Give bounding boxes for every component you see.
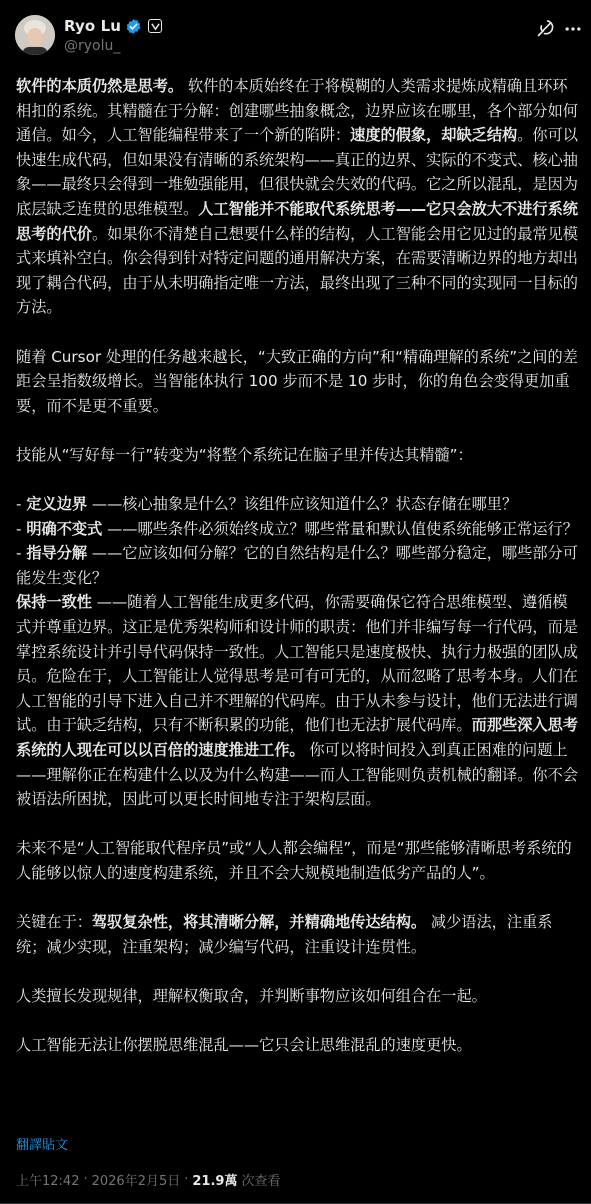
list-prefix: - [16, 544, 27, 563]
separator: · [83, 1172, 88, 1187]
display-name[interactable]: Ryo Lu [64, 17, 122, 35]
bold-text: 速度的假象，却缺乏结构 [350, 126, 518, 145]
grok-icon[interactable] [536, 18, 556, 38]
more-options-icon[interactable] [563, 19, 583, 39]
paragraph-3: 技能从“写好每一行”转变为“将整个系统记在脑子里并传达其精髓”： [16, 445, 473, 464]
paragraph-2: 随着 Cursor 处理的任务越来越长，“大致正确的方向”和“精确理解的系统”之间的差距会呈指数级增长。当智能体执行 100 步而不是 10 步时，你的角色会变得更加重要，而不是更不重要。 [16, 347, 578, 415]
post-meta [16, 1170, 280, 1189]
body-text: 软件的本质始终在于将模糊的人类需求提炼成精确且环环相扣的系统。其精髓在于分解：创建哪些抽象概念，边界应该在哪里，各个部分如何通信。如今，人工智能编程带来了一个新的陷阱： [16, 77, 578, 145]
body-text: 减少语法，注重系统；减少实现，注重架构；减少编写代码，注重设计连贯性。 [16, 913, 553, 956]
post-date[interactable]: 2026年2月5日 [91, 1174, 181, 1189]
bold-text: 保持一致性 [16, 593, 92, 612]
paragraph-6 [16, 910, 582, 959]
body-text: 。你可以快速生成代码，但如果没有清晰的系统架构——真正的边界、实际的不变式、核心抽象——最终只会得到一堆勉强能用，但很快就会失效的代码。它之所以混乱，是因为底层缺乏连贯的思维模型。 [16, 126, 578, 218]
body-text: 。如果你不清楚自己想要什么样的结构，人工智能会用它见过的最常见模式来填补空白。你会得到针对特定问题的通用解决方案，在需要清晰边界的地方却出现了耦合代码，由于从未明确指定唯一方法，最终出现了三种不同的实现同一目标的方法。 [16, 224, 578, 317]
list-prefix: - [16, 519, 27, 538]
bold-text: 人工智能并不能取代系统思考——它只会放大不进行系统思考的代价 [16, 199, 578, 243]
list-item [16, 492, 582, 517]
list-text: ——它应该如何分解？它的自然结构是什么？哪些部分稳定，哪些部分可能发生变化？ [16, 544, 578, 587]
separator: · [184, 1172, 189, 1187]
bold-text: 而那些深入思考系统的人现在可以以百倍的速度推进工作。 [16, 716, 578, 760]
avatar[interactable] [15, 15, 55, 55]
list-text: ——哪些条件必须始终成立？哪些常量和默认值使系统能够正常运行？ [102, 519, 578, 538]
affiliate-badge-icon[interactable] [148, 19, 162, 33]
paragraph-4 [16, 590, 582, 811]
list-item [16, 541, 582, 590]
list-term: 明确不变式 [26, 519, 103, 538]
view-count-label: 次查看 [241, 1174, 281, 1189]
bold-text: 驾驭复杂性，将其清晰分解，并精确地传达结构。 [91, 913, 427, 932]
body-text: ——随着人工智能生成更多代码，你需要确保它符合思维模型、遵循模式并尊重边界。这正是优秀架构师和设计师的职责：他们并非编写每一行代码，而是掌控系统设计并引导代码保持一致性。人工智能只是速度极快、执行力极强的团队成员。危险在于，人工智能让人觉得思考是可有可无的，从而忽略了思考本身。人们在人工智能的引导下进入自己并不理解的代码库。由于从未参与设计，他们无法进行调试。由于缺乏结构，只有不断积累的功能，他们也无法扩展代码库。 [16, 593, 578, 735]
paragraph-1 [16, 74, 582, 320]
post-header [0, 0, 591, 72]
paragraph-5: 未来不是“人工智能取代程序员”或“人人都会编程”，而是“那些能够清晰思考系统的人能够以惊人的速度构建系统，并且不会大规模地制造低劣产品的人”。 [16, 839, 572, 882]
author-name-row [64, 17, 162, 35]
author-handle[interactable]: @ryolu_ [64, 38, 121, 54]
list-term: 指导分解 [26, 544, 88, 563]
translate-post-link[interactable]: 翻譯貼文 [16, 1138, 69, 1153]
verified-badge-icon[interactable] [125, 18, 142, 35]
list-item [16, 517, 582, 542]
list-term: 定义边界 [26, 495, 88, 514]
paragraph-8: 人工智能无法让你摆脱思维混乱——它只会让思维混乱的速度更快。 [16, 1036, 472, 1055]
body-text: 你可以将时间投入到真正困难的问题上——理解你正在构建什么以及为什么构建——而人工智能则负责机械的翻译。你不会被语法所困扰，因此可以更长时间地专注于架构层面。 [16, 741, 578, 809]
list-prefix: - [16, 495, 27, 514]
paragraph-7: 人类擅长发现规律，理解权衡取舍，并判断事物应该如何组合在一起。 [16, 986, 487, 1005]
bold-text: 软件的本质仍然是思考。 [16, 77, 184, 95]
body-text: 关键在于： [16, 913, 92, 932]
post-body [16, 74, 582, 1058]
view-count: 21.9萬 [192, 1174, 238, 1189]
post-time[interactable]: 上午12:42 [16, 1174, 80, 1189]
list-text: ——核心抽象是什么？该组件应该知道什么？状态存储在哪里？ [87, 495, 518, 514]
